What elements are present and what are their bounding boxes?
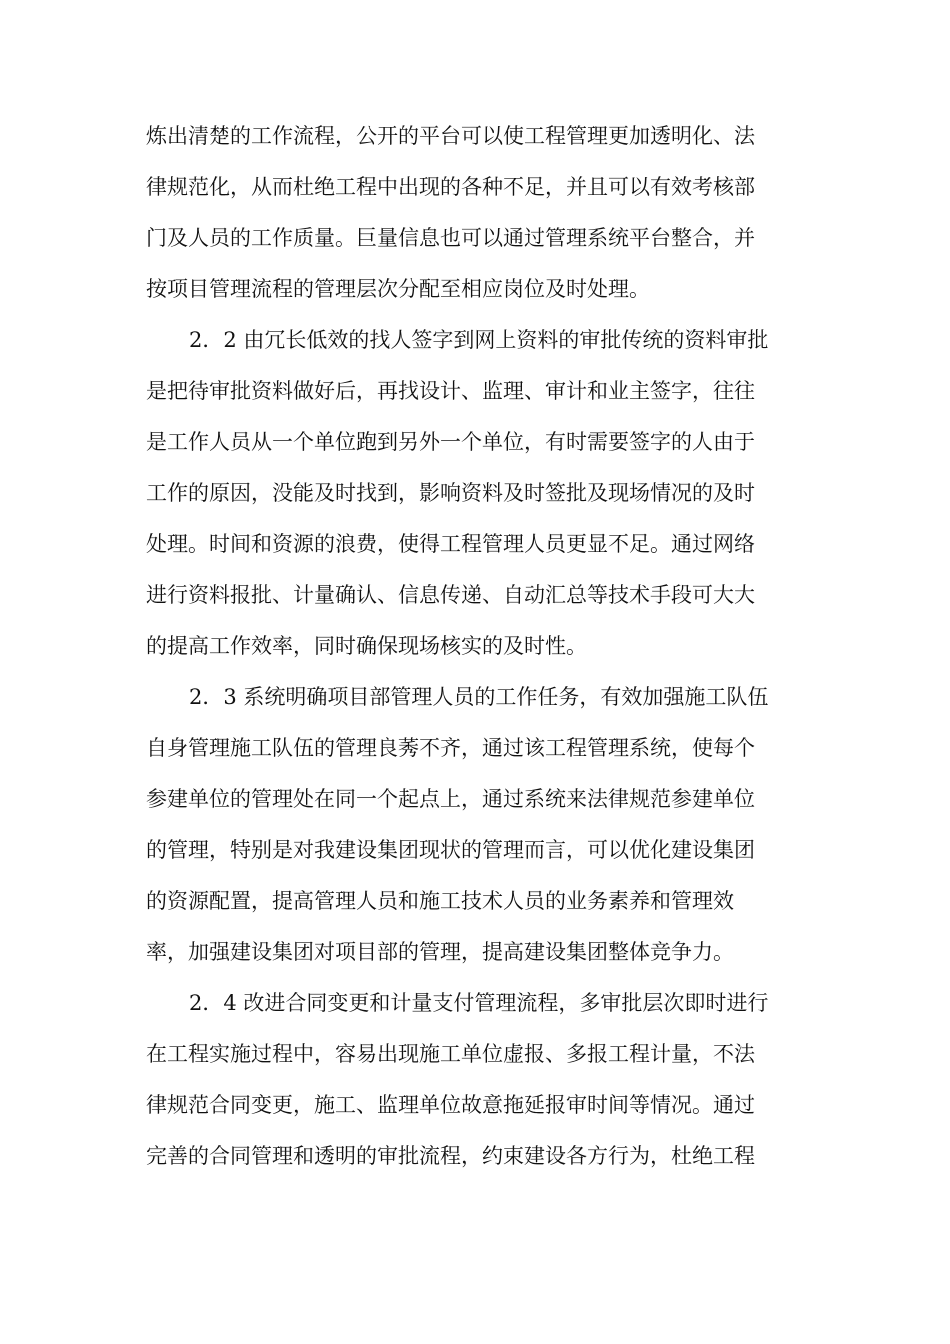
text-line: 按项目管理流程的管理层次分配至相应岗位及时处理。 bbox=[146, 277, 650, 301]
text-line: 在工程实施过程中，容易出现施工单位虚报、多报工程计量，不法 bbox=[146, 1042, 755, 1066]
section-heading-line: 2．4 改进合同变更和计量支付管理流程，多审批层次即时进行 bbox=[189, 991, 769, 1015]
text-line: 自身管理施工队伍的管理良莠不齐，通过该工程管理系统，使每个 bbox=[146, 736, 755, 760]
paragraph-section-2-4 bbox=[146, 978, 806, 1182]
text-line: 进行资料报批、计量确认、信息传递、自动汇总等技术手段可大大 bbox=[146, 583, 755, 607]
text-line: 的管理，特别是对我建设集团现状的管理而言，可以优化建设集团 bbox=[146, 838, 755, 862]
paragraph-section-2-2 bbox=[146, 315, 806, 672]
text-line: 工作的原因，没能及时找到，影响资料及时签批及现场情况的及时 bbox=[146, 481, 755, 505]
section-heading-line: 2．2 由冗长低效的找人签字到网上资料的审批传统的资料审批 bbox=[189, 328, 769, 352]
text-line: 参建单位的管理处在同一个起点上，通过系统来法律规范参建单位 bbox=[146, 787, 755, 811]
text-line: 律规范化，从而杜绝工程中出现的各种不足，并且可以有效考核部 bbox=[146, 175, 755, 199]
text-line: 炼出清楚的工作流程，公开的平台可以使工程管理更加透明化、法 bbox=[146, 124, 755, 148]
text-line: 率，加强建设集团对项目部的管理，提高建设集团整体竞争力。 bbox=[146, 940, 734, 964]
text-line: 是把待审批资料做好后，再找设计、监理、审计和业主签字，往往 bbox=[146, 379, 755, 403]
text-line: 律规范合同变更，施工、监理单位故意拖延报审时间等情况。通过 bbox=[146, 1093, 755, 1117]
text-line: 完善的合同管理和透明的审批流程，约束建设各方行为，杜绝工程 bbox=[146, 1144, 755, 1168]
paragraph-intro bbox=[146, 111, 806, 315]
paragraph-section-2-3 bbox=[146, 672, 806, 978]
text-line: 处理。时间和资源的浪费，使得工程管理人员更显不足。通过网络 bbox=[146, 532, 755, 556]
text-line: 门及人员的工作质量。巨量信息也可以通过管理系统平台整合，并 bbox=[146, 226, 755, 250]
section-heading-line: 2．3 系统明确项目部管理人员的工作任务，有效加强施工队伍 bbox=[189, 685, 769, 709]
document-body bbox=[146, 111, 806, 1182]
text-line: 是工作人员从一个单位跑到另外一个单位，有时需要签字的人由于 bbox=[146, 430, 755, 454]
text-line: 的资源配置，提高管理人员和施工技术人员的业务素养和管理效 bbox=[146, 889, 734, 913]
text-line: 的提高工作效率，同时确保现场核实的及时性。 bbox=[146, 634, 587, 658]
